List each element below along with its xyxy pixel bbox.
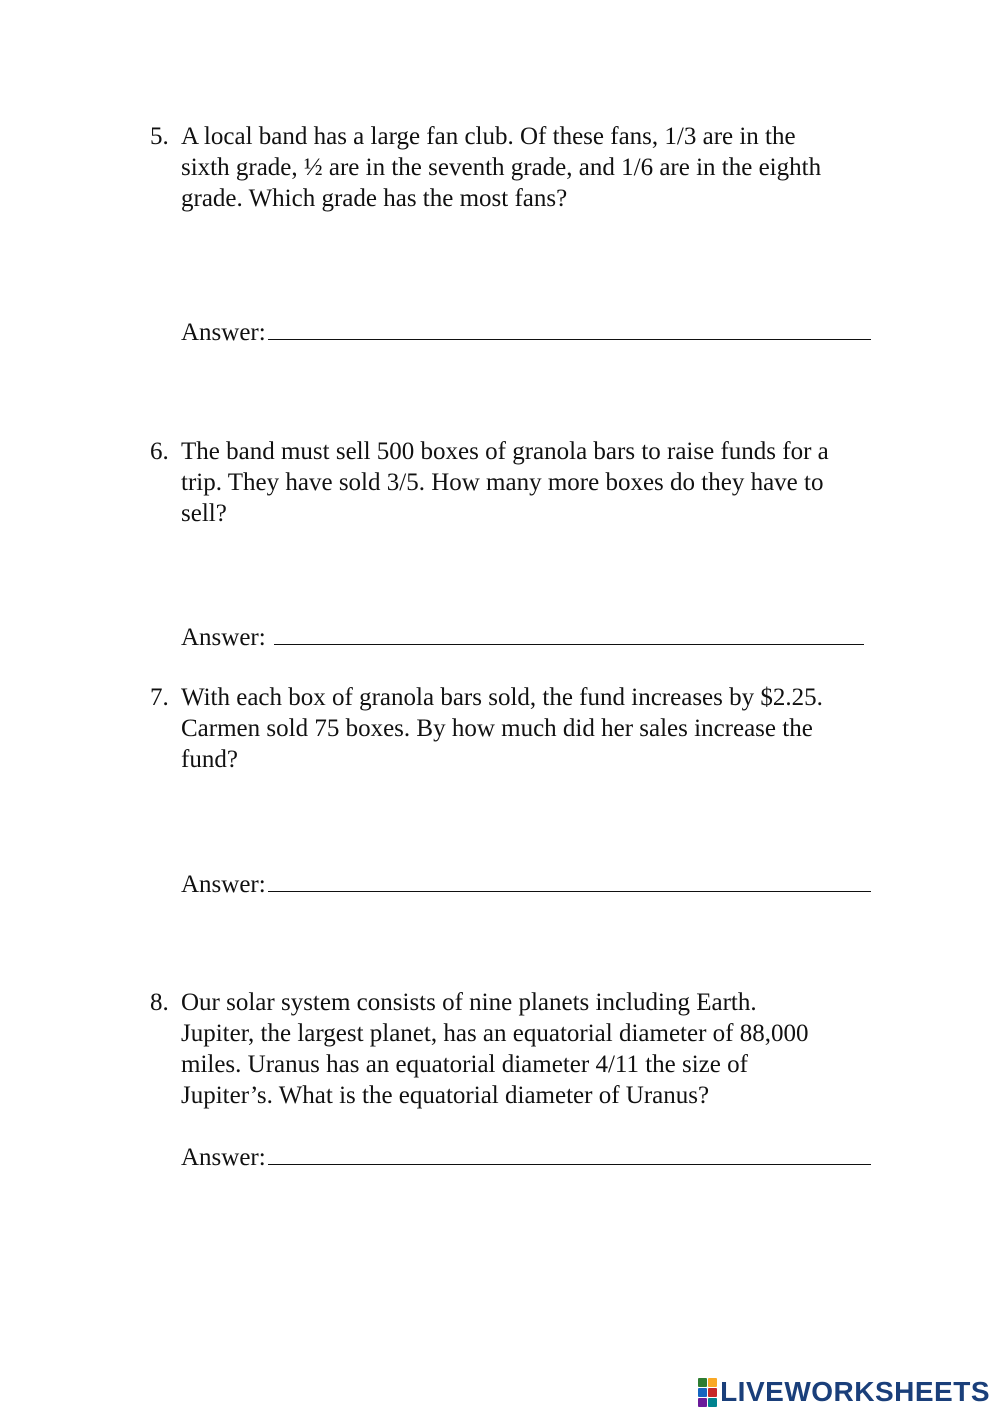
answer-label: Answer: xyxy=(181,624,272,651)
answer-label: Answer: xyxy=(181,1144,266,1171)
question-number: 7. xyxy=(150,684,169,711)
question-text: A local band has a large fan club. Of these fans, 1/3 are in the sixth grade, ½ are in the seventh grade, and 1/6 are in the eighth grade. Which grade has the most fans? xyxy=(181,123,822,212)
answer-field[interactable] xyxy=(268,867,871,892)
answer-row-8 xyxy=(181,1140,871,1173)
question-text: With each box of granola bars sold, the fund increases by $2.25. Carmen sold 75 boxes. By how much did her sales increase the fund? xyxy=(181,684,823,773)
question-number: 8. xyxy=(150,989,169,1016)
answer-field[interactable] xyxy=(268,1140,871,1165)
answer-label: Answer: xyxy=(181,319,266,346)
answer-field[interactable] xyxy=(274,620,864,645)
question-number: 5. xyxy=(150,123,169,150)
answer-field[interactable] xyxy=(268,315,871,340)
question-8 xyxy=(150,987,890,1111)
answer-row-7 xyxy=(181,867,871,900)
question-5 xyxy=(150,121,890,214)
brand-name: LIVEWORKSHEETS xyxy=(720,1376,990,1407)
answer-label: Answer: xyxy=(181,871,266,898)
question-7 xyxy=(150,682,890,775)
question-text: Our solar system consists of nine planets including Earth. Jupiter, the largest planet, has an equatorial diameter of 88,000 miles. Uranus has an equatorial diameter 4/11 the size of Jupiter’s. What is the equatorial diameter of Uranus? xyxy=(181,989,809,1109)
liveworksheets-brand xyxy=(698,1376,990,1408)
question-number: 6. xyxy=(150,438,169,465)
question-text: The band must sell 500 boxes of granola bars to raise funds for a trip. They have sold 3/5. How many more boxes do they have to sell? xyxy=(181,438,829,527)
question-6 xyxy=(150,436,890,529)
answer-row-6 xyxy=(181,620,864,653)
answer-row-5 xyxy=(181,315,871,348)
liveworksheets-logo-icon xyxy=(698,1378,717,1407)
